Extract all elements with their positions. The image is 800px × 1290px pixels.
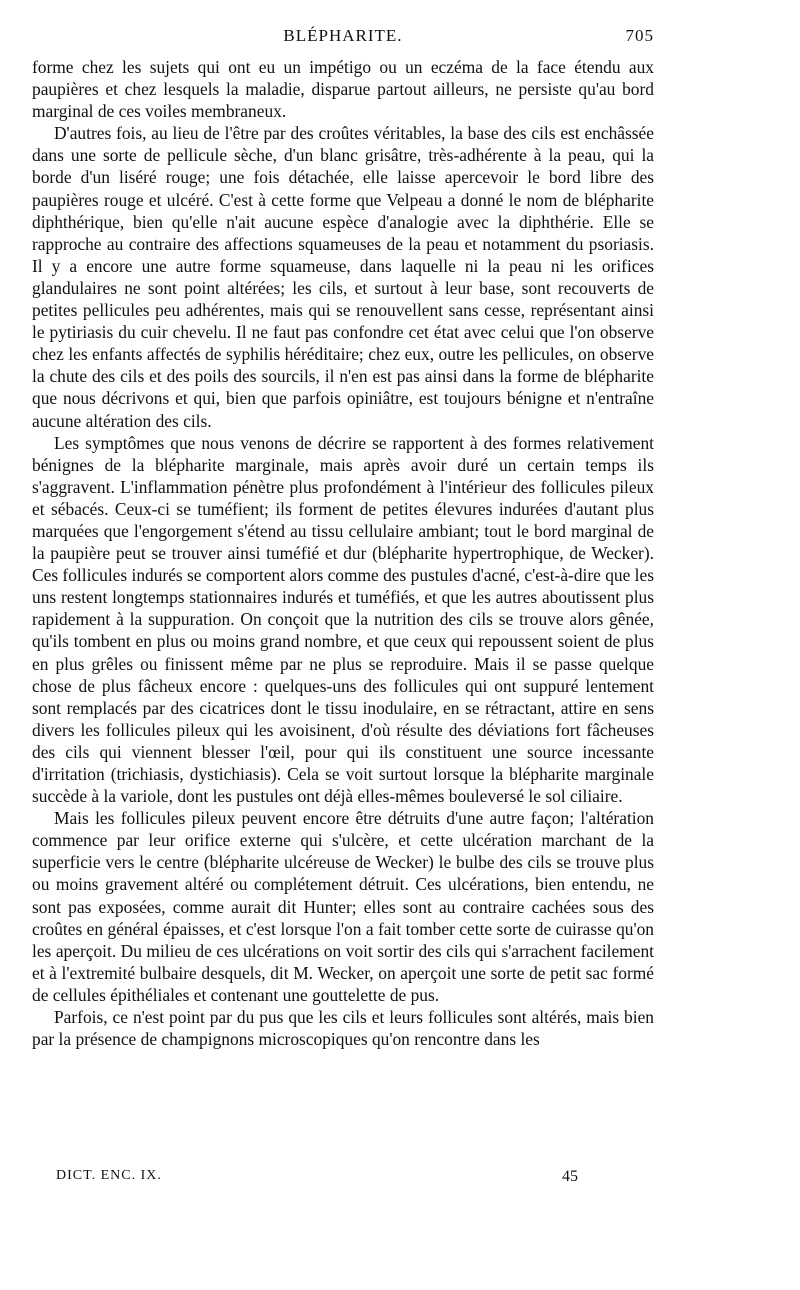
- running-header: [32, 26, 654, 50]
- signature-number: 45: [562, 1168, 578, 1185]
- page-number: 705: [625, 26, 654, 45]
- running-title: BLÉPHARITE.: [283, 26, 403, 45]
- text-body: [32, 56, 654, 1050]
- paragraph-3: Les symptômes que nous venons de décrire se rapportent à des formes relativement bénignes de la blépharite marginale, mais après avoir duré un certain temps ils s'aggravent. L'inflammation pénètre plus profondément à l'intérieur des follicules pileux et sébacés. Ceux-ci se tuméfient; ils forment de petites élevures indurées d'autant plus marquées que l'engorgement s'étend au tissu cellulaire ambiant; tout le bord marginal de la paupière peut se trouver ainsi tuméfié et dur (blépharite hypertrophique, de Wecker). Ces follicules indurés se comportent alors comme des pustules d'acné, c'est-à-dire que les uns restent longtemps stationnaires indurés et tuméfiés, et que les autres aboutissent plus rapidement à la suppuration. On conçoit que la nutrition des cils se trouve alors gênée, qu'ils tombent en plus ou moins grand nombre, et que ceux qui repoussent soient de plus en plus grêles ou finissent même par ne plus se reproduire. Mais il se passe quelque chose de plus fâcheux encore : quelques-uns des follicules qui ont suppuré lentement sont remplacés par des cicatrices dont le tissu inodulaire, en se rétractant, attire en sens divers les follicules pileux qui les avoisinent, d'où résulte des déviations fort fâcheuses des cils qui viennent blesser l'œil, pour qui ils constituent une source incessante d'irritation (trichiasis, dystichiasis). Cela se voit surtout lorsque la blépharite marginale succède à la variole, dont les pustules ont déjà elles-mêmes bouleversé le sol ciliaire.: [32, 432, 654, 807]
- document-page: [32, 0, 654, 1290]
- paragraph-2: D'autres fois, au lieu de l'être par des croûtes véritables, la base des cils est enchâssée dans une sorte de pellicule sèche, d'un blanc grisâtre, très-adhérente à la peau, qui la borde d'un liséré rouge; une fois détachée, elle laisse apercevoir le bord libre des paupières rouge et ulcéré. C'est à cette forme que Velpeau a donné le nom de blépharite diphthérique, bien qu'elle n'ait aucune espèce d'analogie avec la diphthérie. Elle se rapproche au contraire des affections squameuses de la peau et notamment du psoriasis. Il y a encore une autre forme squameuse, dans laquelle ni la peau ni les orifices glandulaires ne sont point altérées; les cils, et surtout à leur base, sont recouverts de petites pellicules peu adhérentes, mais qui se renouvellent sans cesse, représentant ainsi le pytiriasis du cuir chevelu. Il ne faut pas confondre cet état avec celui que l'on observe chez les enfants affectés de syphilis héréditaire; chez eux, outre les pellicules, on observe la chute des cils et des poils des sourcils, il n'en est pas ainsi dans la forme de blépharite que nous décrivons et qui, bien que parfois opiniâtre, est toujours bénigne et n'entraîne aucune altération des cils.: [32, 123, 654, 431]
- paragraph-4: Mais les follicules pileux peuvent encore être détruits d'une autre façon; l'altération commence par leur orifice externe qui s'ulcère, et cette ulcération marchant de la superficie vers le centre (blépharite ulcéreuse de Wecker) le bulbe des cils se trouve plus ou moins gravement altéré ou complétement détruit. Ces ulcérations, bien entendu, ne sont pas exposées, comme aurait dit Hunter; elles sont au contraire cachées sous des croûtes en général épaisses, et c'est lorsque l'on a fait tomber cette sorte de cuirasse qu'on les aperçoit. Du milieu de ces ulcérations on voit sortir des cils qui s'arrachent facilement et à l'extremité bulbaire desquels, dit M. Wecker, on aperçoit une sorte de petit sac formé de cellules épithéliales et contenant une gouttelette de pus.: [32, 808, 654, 1005]
- signature-mark: DICT. ENC. IX.: [56, 1168, 162, 1183]
- paragraph-5: Parfois, ce n'est point par du pus que les cils et leurs follicules sont altérés, mais bien par la présence de champignons microscopiques qu'on rencontre dans les: [32, 1007, 654, 1050]
- page-footer: [32, 1168, 654, 1190]
- paragraph-1: forme chez les sujets qui ont eu un impétigo ou un eczéma de la face étendu aux paupières et chez lesquels la maladie, disparue partout ailleurs, ne persiste qu'au bord marginal de ces voiles membraneux.: [32, 57, 654, 122]
